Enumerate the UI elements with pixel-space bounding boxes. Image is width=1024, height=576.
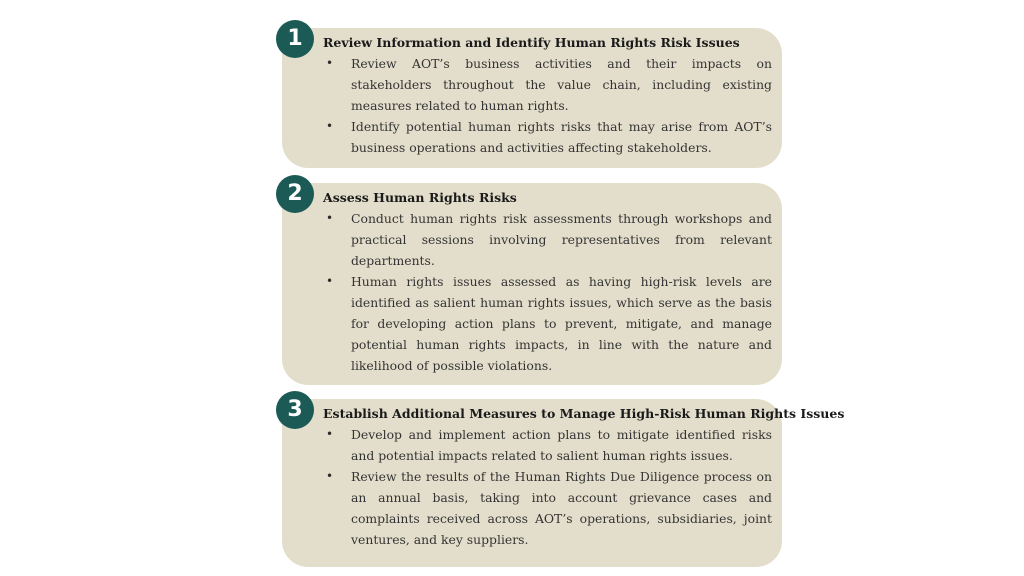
list-item — [323, 271, 772, 376]
step-3-title: Establish Additional Measures to Manage High-Risk Human Rights Issues — [323, 406, 845, 421]
bullet-text: Review the results of the Human Rights Due Diligence process on an annual basis, taking into account grievance cases and complaints received across AOT’s operations, subsidiaries, joint ventures, and key suppliers. — [351, 469, 772, 547]
bullet-icon: • — [326, 119, 334, 133]
list-item — [323, 116, 772, 158]
step-3-content — [323, 406, 845, 550]
bullet-icon: • — [326, 56, 334, 70]
step-2 — [276, 175, 782, 385]
step-3 — [276, 391, 845, 567]
step-3-bullet-list — [323, 424, 772, 550]
step-1-bullet-list — [323, 53, 772, 158]
bullet-text: Review AOT’s business activities and their impacts on stakeholders throughout the value chain, including existing measures related to human rights. — [351, 56, 772, 113]
list-item — [323, 466, 772, 550]
bullet-text: Human rights issues assessed as having high-risk levels are identified as salient human rights issues, which serve as the basis for developing action plans to prevent, mitigate, and manage potential human rights impacts, in line with the nature and likelihood of possible violations. — [351, 274, 772, 373]
bullet-text: Develop and implement action plans to mitigate identified risks and potential impacts related to salient human rights issues. — [351, 427, 772, 463]
step-2-number-badge: 2 — [276, 175, 314, 213]
step-3-number-badge: 3 — [276, 391, 314, 429]
list-item — [323, 424, 772, 466]
step-2-content — [323, 190, 772, 376]
step-2-title: Assess Human Rights Risks — [323, 190, 517, 205]
bullet-icon: • — [326, 427, 334, 441]
list-item — [323, 208, 772, 271]
step-1-number-badge: 1 — [276, 20, 314, 58]
step-2-bullet-list — [323, 208, 772, 376]
bullet-text: Conduct human rights risk assessments through workshops and practical sessions involving representatives from relevant departments. — [351, 211, 772, 268]
step-1-content — [323, 35, 772, 158]
step-1 — [276, 20, 782, 168]
step-1-title: Review Information and Identify Human Rights Risk Issues — [323, 35, 740, 50]
list-item — [323, 53, 772, 116]
bullet-text: Identify potential human rights risks that may arise from AOT’s business operations and activities affecting stakeholders. — [351, 119, 772, 155]
bullet-icon: • — [326, 274, 334, 288]
bullet-icon: • — [326, 469, 334, 483]
bullet-icon: • — [326, 211, 334, 225]
